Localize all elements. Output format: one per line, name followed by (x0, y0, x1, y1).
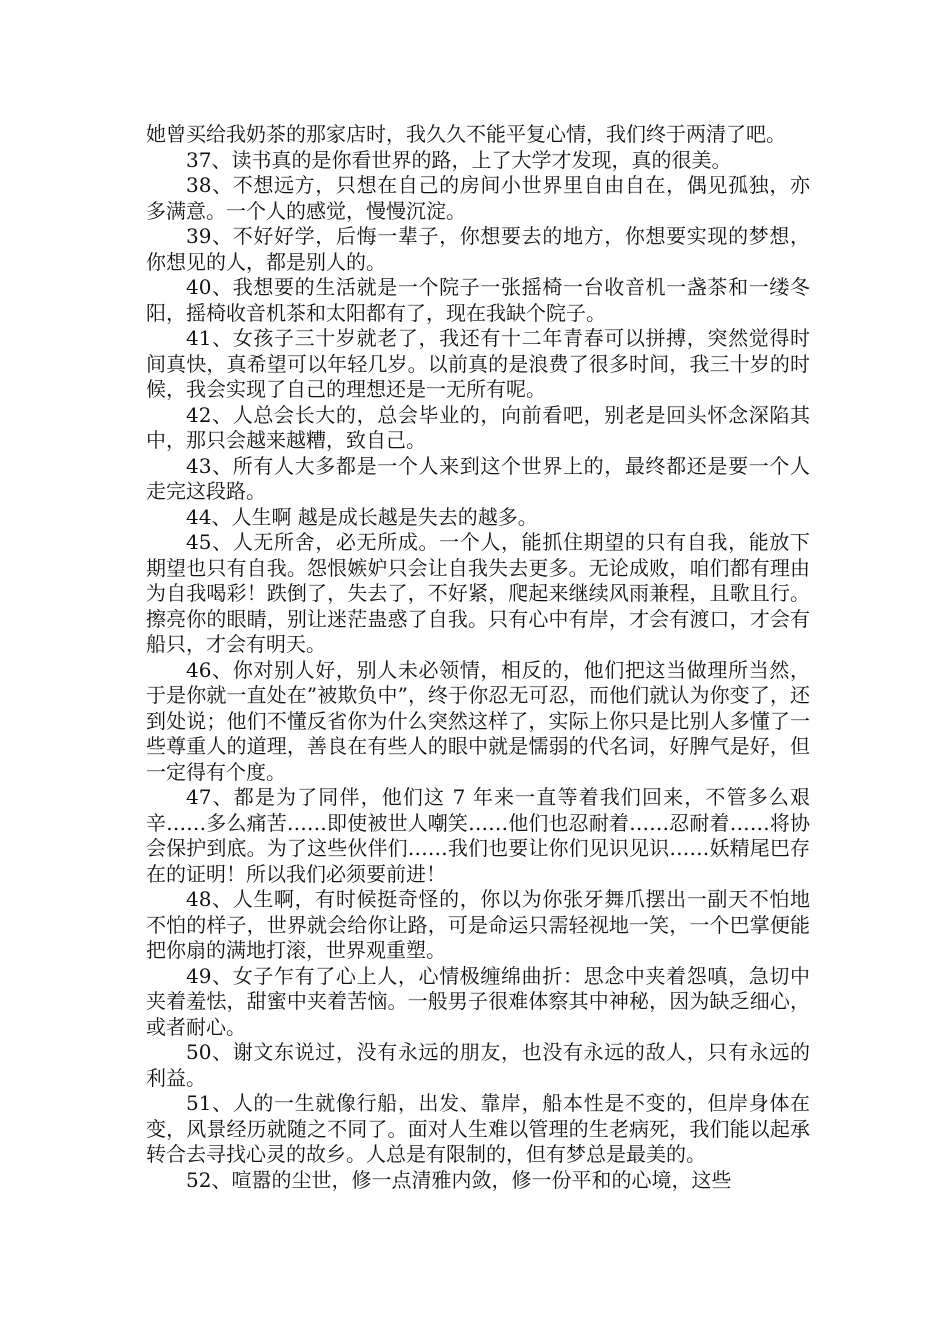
paragraph-40: 40、我想要的生活就是一个院子一张摇椅一台收音机一盏茶和一缕冬阳，摇椅收音机茶和太阳都有了，现在我缺个院子。 (146, 275, 810, 325)
document-page (146, 122, 810, 1193)
paragraph-46: 46、你对别人好，别人未必领情，相反的，他们把这当做理所当然，于是你就一直处在”被欺负中”，终于你忍无可忍，而他们就认为你变了，还到处说；他们不懂反省你为什么突然这样了，实际上你只是比别人多懂了一些尊重人的道理，善良在有些人的眼中就是懦弱的代名词，好脾气是好，但一定得有个度。 (146, 657, 810, 784)
paragraph-47: 47、都是为了同伴，他们这 7 年来一直等着我们回来，不管多么艰辛……多么痛苦……即使被世人嘲笑……他们也忍耐着……忍耐着……将协会保护到底。为了这些伙伴们……我们也要让你们见识见识……妖精尾巴存在的证明！所以我们必须要前进！ (146, 785, 810, 886)
paragraph-37: 37、读书真的是你看世界的路，上了大学才发现，真的很美。 (186, 147, 732, 172)
paragraph-41: 41、女孩子三十岁就老了，我还有十二年青春可以拼搏，突然觉得时间真快，真希望可以年轻几岁。以前真的是浪费了很多时间，我三十岁的时候，我会实现了自己的理想还是一无所有呢。 (146, 326, 810, 401)
paragraph-50: 50、谢文东说过，没有永远的朋友，也没有永远的敌人，只有永远的利益。 (146, 1040, 810, 1090)
paragraph-continuation: 她曾买给我奶茶的那家店时，我久久不能平复心情，我们终于两清了吧。 (146, 122, 786, 146)
paragraph-42: 42、人总会长大的，总会毕业的，向前看吧，别老是回头怀念深陷其中，那只会越来越糟，致自己。 (146, 402, 810, 452)
paragraph-49: 49、女子乍有了心上人，心情极缠绵曲折：思念中夹着怨嗔，急切中夹着羞怯，甜蜜中夹着苦恼。一般男子很难体察其中神秘，因为缺乏细心，或者耐心。 (146, 963, 810, 1039)
paragraph-44: 44、人生啊 越是成长越是失去的越多。 (186, 504, 538, 529)
paragraph-43: 43、所有人大多都是一个人来到这个世界上的，最终都还是要一个人走完这段路。 (146, 453, 810, 503)
paragraph-52: 52、喧嚣的尘世，修一点清雅内敛，修一份平和的心境，这些 (186, 1167, 732, 1192)
paragraph-39: 39、不好好学，后悔一辈子，你想要去的地方，你想要实现的梦想，你想见的人，都是别人的。 (146, 224, 810, 274)
paragraph-51: 51、人的一生就像行船，出发、靠岸，船本性是不变的，但岸身体在变，风景经历就随之不同了。面对人生难以管理的生老病死，我们能以起承转合去寻找心灵的故乡。人总是有限制的，但有梦总是最美的。 (146, 1091, 810, 1166)
paragraph-45: 45、人无所舍，必无所成。一个人，能抓住期望的只有自我，能放下期望也只有自我。怨恨嫉妒只会让自我失去更多。无论成败，咱们都有理由为自我喝彩！跌倒了，失去了，不好紧，爬起来继续风雨兼程，且歌且行。擦亮你的眼睛，别让迷茫蛊惑了自我。只有心中有岸，才会有渡口，才会有船只，才会有明天。 (146, 530, 810, 656)
paragraph-48: 48、人生啊，有时候挺奇怪的，你以为你张牙舞爪摆出一副天不怕地不怕的样子，世界就会给你让路，可是命运只需轻视地一笑，一个巴掌便能把你扇的满地打滚，世界观重塑。 (146, 887, 810, 962)
paragraph-38: 38、不想远方，只想在自己的房间小世界里自由自在，偶见孤独，亦多满意。一个人的感觉，慢慢沉淀。 (146, 173, 810, 223)
